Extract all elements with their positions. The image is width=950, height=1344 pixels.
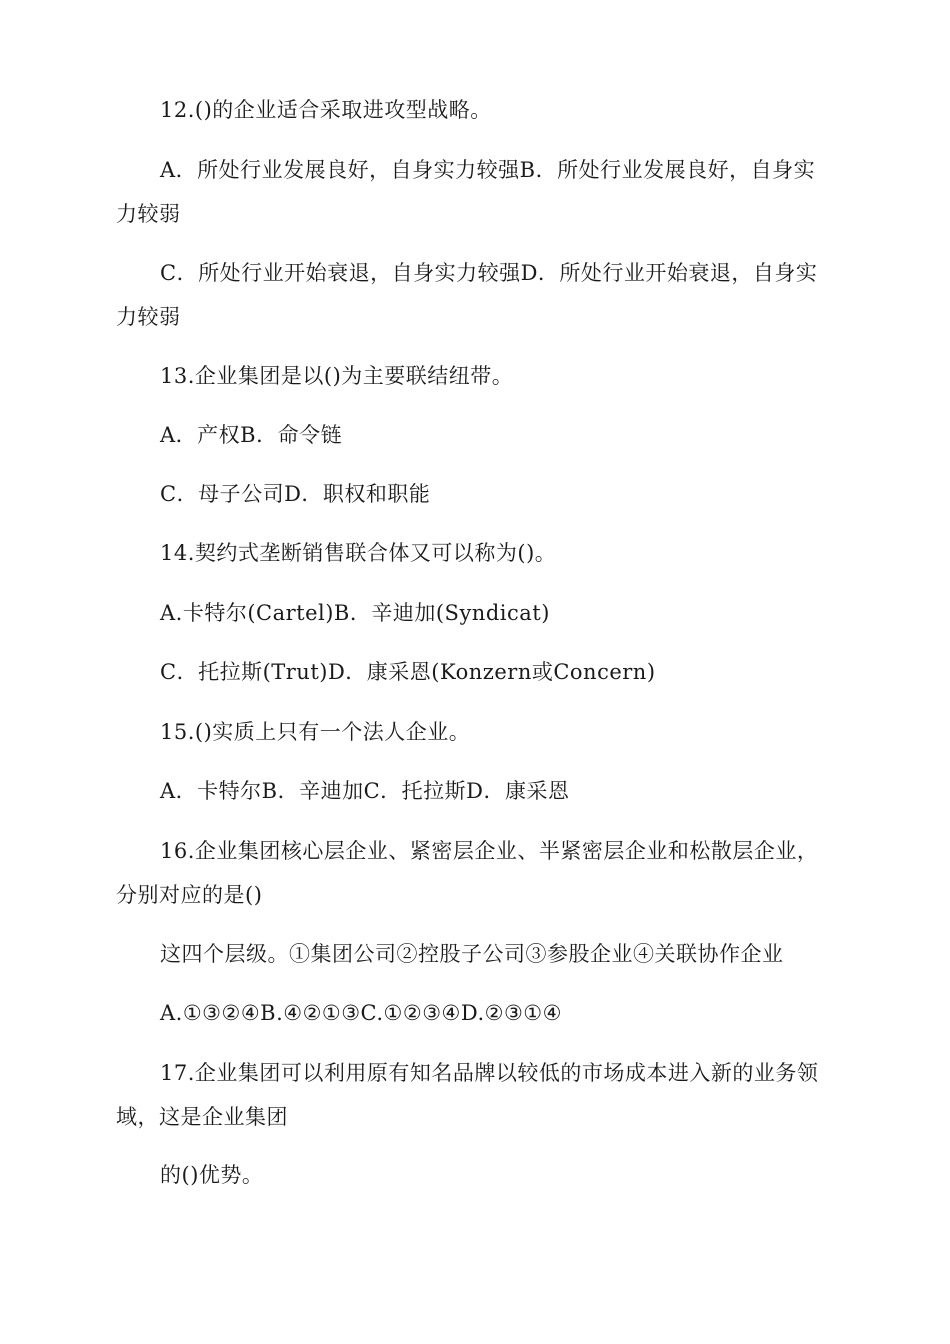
question-15-options: A．卡特尔B．辛迪加C．托拉斯D．康采恩	[160, 779, 570, 803]
question-12-options-cd: C．所处行业开始衰退，自身实力较强D．所处行业开始衰退，自身实力较弱	[116, 261, 818, 329]
question-13-options-ab: A．产权B．命令链	[160, 423, 343, 447]
question-14-options-cd: C．托拉斯(Trut)D．康采恩(Konzern或Concern)	[160, 660, 656, 684]
question-14-options-ab: A.卡特尔(Cartel)B．辛迪加(Syndicat)	[160, 601, 550, 625]
question-12-options-ab: A．所处行业发展良好，自身实力较强B．所处行业发展良好，自身实力较弱	[116, 158, 816, 226]
question-16-continuation: 这四个层级。①集团公司②控股子公司③参股企业④关联协作企业	[160, 942, 784, 966]
question-17: 17.企业集团可以利用原有知名品牌以较低的市场成本进入新的业务领域，这是企业集团	[116, 1061, 819, 1129]
question-14: 14.契约式垄断销售联合体又可以称为()。	[160, 541, 557, 565]
question-13: 13.企业集团是以()为主要联结纽带。	[160, 364, 514, 388]
question-16-options: A.①③②④B.④②①③C.①②③④D.②③①④	[160, 1001, 562, 1025]
question-16: 16.企业集团核心层企业、紧密层企业、半紧密层企业和松散层企业，分别对应的是()	[116, 839, 819, 907]
question-15: 15.()实质上只有一个法人企业。	[160, 720, 471, 744]
question-13-options-cd: C．母子公司D．职权和职能	[160, 482, 431, 506]
question-17-continuation: 的()优势。	[160, 1163, 264, 1187]
question-12: 12.()的企业适合采取进攻型战略。	[160, 98, 492, 122]
